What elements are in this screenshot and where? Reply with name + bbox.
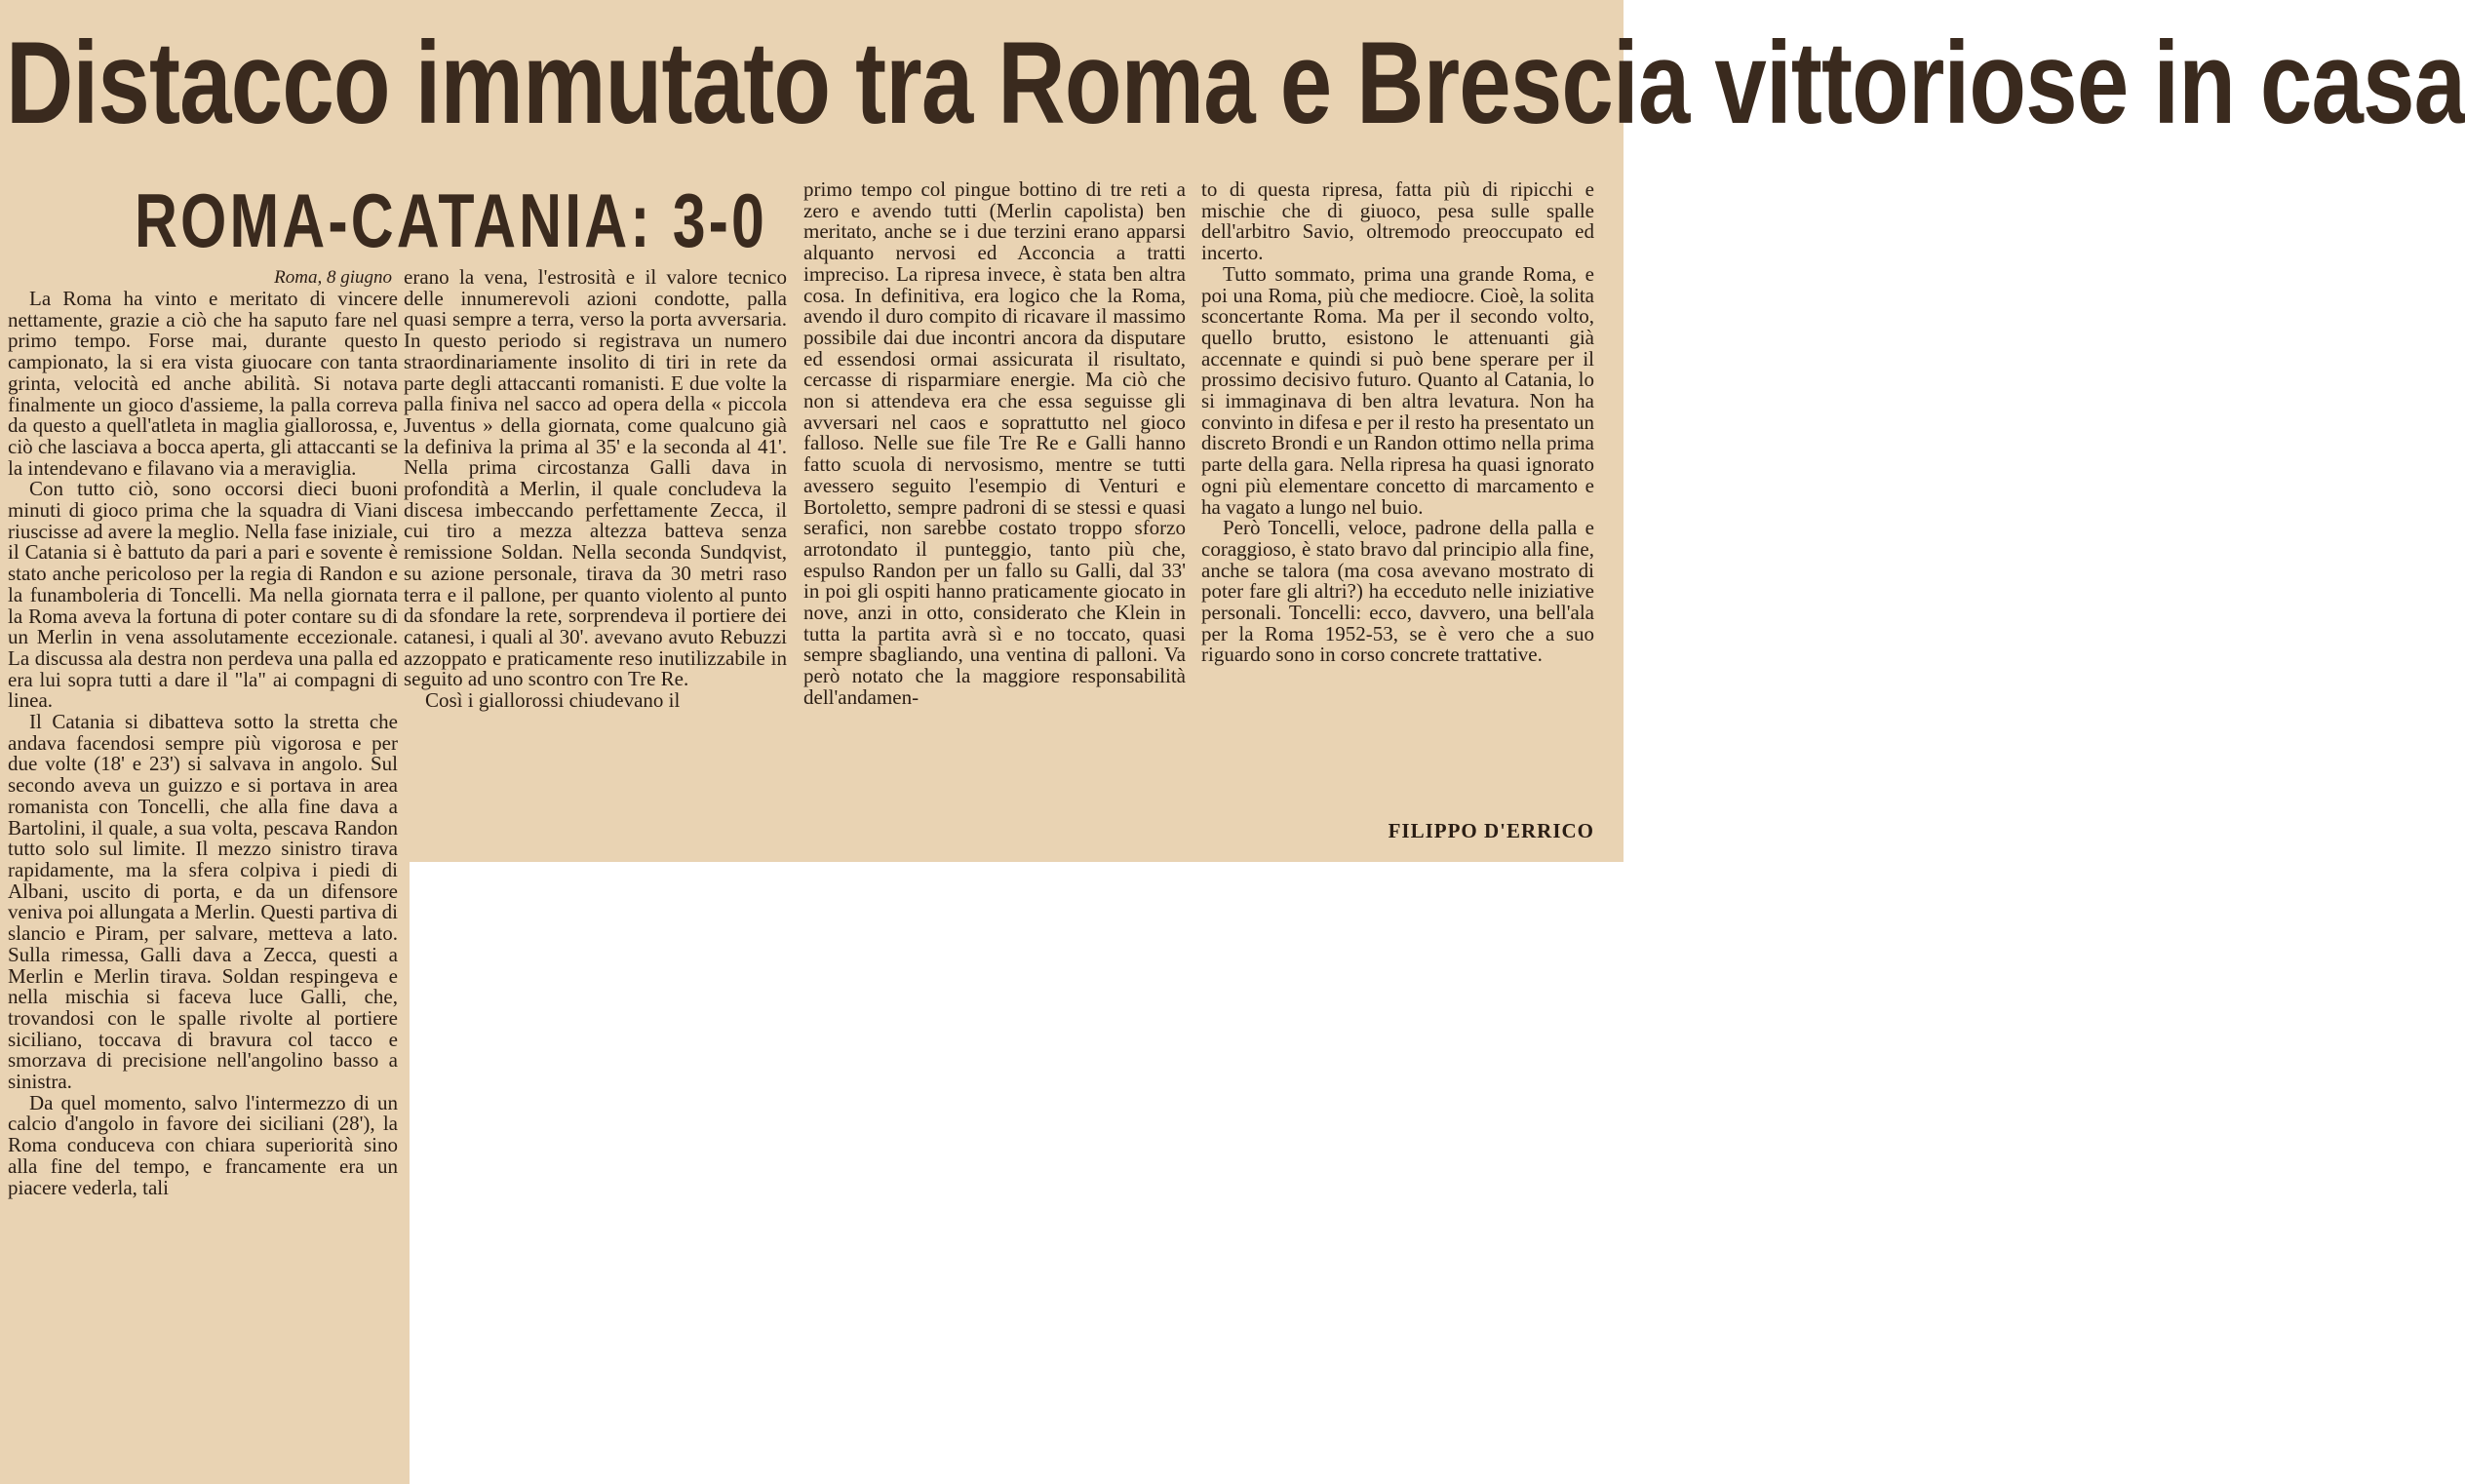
paragraph: Con tutto ciò, sono occorsi dieci buoni minuti di gioco prima che la squadra di Viani riuscisse ad avere la meglio. Nella fase iniziale, il Catania si è battuto da pari a pari e sovente è stato anche pericoloso per la regia di Randon e la funamboleria di Toncelli. Ma nella giornata la Roma aveva la fortuna di poter contare su di un Merlin in vena assolutamente eccezionale. La discussa ala destra non perdeva una palla ed era lui sopra tutti a dare il "la" ai compagni di linea. (8, 477, 398, 713)
paragraph: Così i giallorossi chiudevano il (425, 688, 681, 713)
paragraph: Il Catania si dibatteva sotto la stretta che andava facendosi sempre più vigorosa e per due volte (18' e 23') si salvava in angolo. Sul secondo aveva un guizzo e si portava in area romanista con Toncelli, che alla fine dava a Bartolini, il quale, a sua volta, pescava Randon tutto solo sul limite. Il mezzo sinistro tirava rapidamente, ma la sfera colpiva i piedi di Albani, uscito di porta, e da un difensore veniva poi allungata a Merlin. Questi partiva di slancio e Piram, per salvare, metteva a lato. Sulla rimessa, Galli dava a Zecca, questi a Merlin e Merlin tirava. Soldan respingeva e nella mischia si faceva luce Galli, che, trovandosi con le spalle rivolte al portiere siciliano, toccava di bravura col tacco e smorzava di precisione nell'angolino basso a sinistra. (8, 710, 398, 1094)
paragraph: Tutto sommato, prima una grande Roma, e poi una Roma, più che mediocre. Cioè, la solita sconcertante Roma. Ma per il secondo volto, quello brutto, esistono le attenuanti già accennate e quindi si può bene sperare per il prossimo decisivo futuro. Quanto al Catania, lo si immaginava di ben altra levatura. Non ha convinto in difesa e per il resto ha presentato un discreto Brondi e un Randon ottimo nella prima parte della gara. Nella ripresa ha quasi ignorato ogni più elementare concetto di marcamento e ha vagato a lungo nel buio. (1201, 261, 1594, 519)
paragraph: La Roma ha vinto e meritato di vincere nettamente, grazie a ciò che ha saputo fare nel primo tempo. Forse mai, durante questo campionato, la si era vista giuocare con tanta grinta, velocità ed anche abilità. Si notava finalmente un gioco d'assieme, la palla correva da questo a quell'atleta in maglia giallorossa, e, ciò che lasciava a bocca aperta, gli attaccanti se la intendevano e filavano via a meraviglia. (8, 287, 398, 480)
subheadline: ROMA-CATANIA: 3-0 (135, 177, 767, 263)
paragraph: Però Toncelli, veloce, padrone della palla e coraggioso, è stato bravo dal principio alla fine, anche se talora (ma cosa avevano mostrato di poter fare gli altri?) ha ecceduto nelle iniziative personali. Toncelli: ecco, davvero, una bell'ala per la Roma 1952-53, se è vero che a suo riguardo sono in corso concrete trattative. (1201, 516, 1594, 667)
paragraph: to di questa ripresa, fatta più di ripicchi e mischie che di giuoco, pesa sulle spalle dell'arbitro Savio, oltremodo preoccupato ed incerto. (1201, 177, 1594, 265)
headline: Distacco immutato tra Roma e Brescia vittoriose in casa (6, 18, 2465, 148)
dateline: Roma, 8 giugno (274, 267, 392, 288)
paragraph: primo tempo col pingue bottino di tre reti a zero e avendo tutti (Merlin capolista) ben meritato, anche se i due terzini erano apparsi alquanto nervosi ed Acconcia a tratti impreciso. La ripresa invece, è stata ben altra cosa. In definitiva, era logico che la Roma, avendo il duro compito di ricavare il massimo possibile dai due incontri ancora da disputare ed essendosi ormai assicurata il risultato, cercasse di risparmiare energie. Ma ciò che non si attendeva era che essa seguisse gli avversari nel caos e soprattutto nel gioco falloso. Nelle sue file Tre Re e Galli hanno fatto scuola di nervosismo, mentre se tutti avessero seguito l'esempio di Venturi e Bortoletto, sempre padroni di se stessi e quasi serafici, non sarebbe costato troppo sforzo arrotondato il punteggio, tanto più che, espulso Randon per un fallo su Galli, dal 33' in poi gli ospiti hanno praticamente giocato in nove, anzi in otto, considerato che Klein in tutta la partita avrà sì e no toccato, quasi sempre sbagliando, una ventina di palloni. Va però notato che la maggiore responsabilità dell'andamen- (803, 177, 1186, 709)
byline: FILIPPO D'ERRICO (1388, 819, 1594, 842)
article-column-2 (404, 267, 787, 853)
paragraph: erano la vena, l'estrosità e il valore tecnico delle innumerevoli azioni condotte, palla quasi sempre a terra, verso la porta avversaria. In questo periodo si registrava un numero straordinariamente insolito di tiri in rete da parte degli attaccanti romanisti. E due volte la palla finiva nel sacco ad opera della « piccola Juventus » della giornata, come qualcuno già la definiva la prima al 35' e la seconda al 41'. Nella prima circostanza Galli dava in profondità a Merlin, il quale concludeva la discesa imbeccando perfettamente Zecca, il cui tiro a mezza altezza batteva senza remissione Soldan. Nella seconda Sundqvist, su azione personale, tirava da 30 metri raso terra e il pallone, per quanto violento al punto da sfondare la rete, sorprendeva il portiere dei catanesi, i quali al 30'. avevano avuto Rebuzzi azzoppato e praticamente reso inutilizzabile in seguito ad uno scontro con Tre Re. (404, 265, 787, 691)
article-column-4 (1201, 179, 1594, 811)
blank-area (410, 862, 1624, 1484)
paragraph: Da quel momento, salvo l'intermezzo di un calcio d'angolo in favore dei siciliani (28'), la Roma conduceva con chiara superiorità sino alla fine del tempo, e francamente era un piacere vederla, tali (8, 1090, 398, 1199)
article-column-1 (8, 289, 398, 1480)
article-column-3 (803, 179, 1186, 853)
